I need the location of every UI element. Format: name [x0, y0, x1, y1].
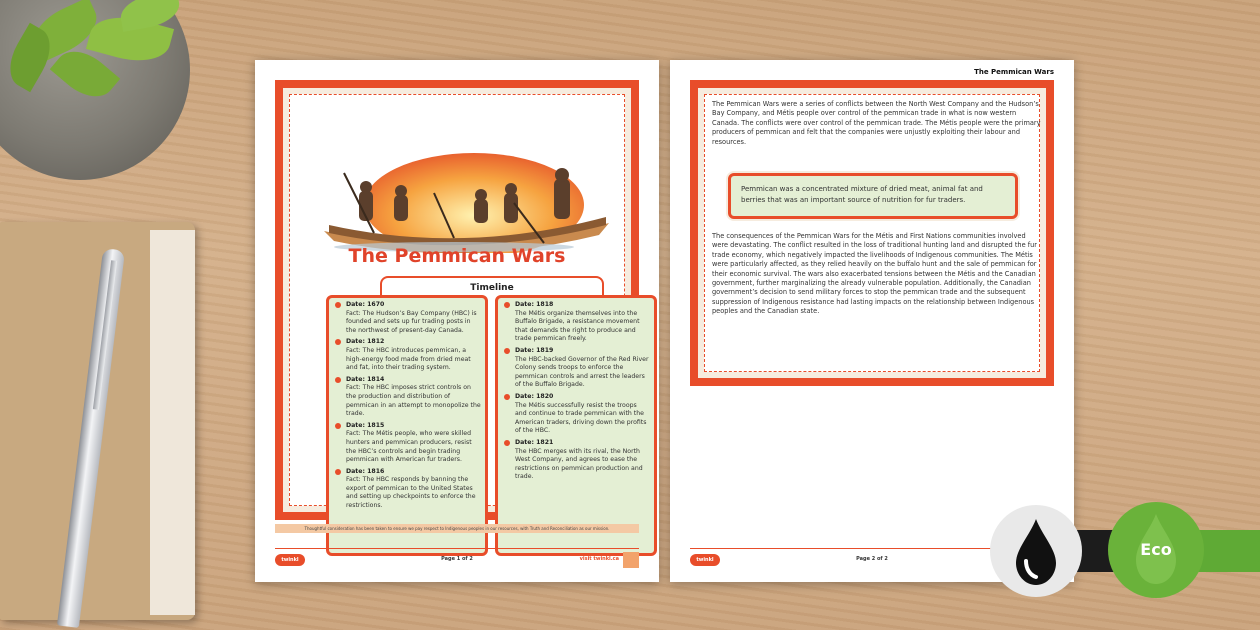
page1-inner — [289, 94, 649, 510]
timeline-event — [335, 422, 481, 465]
event-date: Date: 1815 — [346, 421, 385, 429]
timeline-event — [335, 376, 481, 419]
event-fact: The Métis successfully resist the troops and continue to trade pemmican with the American traders, driving down the profits of the HBC. — [515, 401, 647, 435]
eco-label: Eco — [1140, 540, 1172, 559]
event-fact: Fact: The Métis people, who were skilled hunters and pemmican producers, resist the HBC’s controls and begin trading pemmican with American fur traders. — [346, 430, 472, 464]
bullet-icon — [504, 348, 510, 354]
bullet-icon — [335, 469, 341, 475]
bullet-icon — [335, 377, 341, 383]
timeline-event — [504, 439, 650, 482]
event-date: Date: 1812 — [346, 338, 385, 346]
worksheet-page-1 — [255, 60, 659, 582]
event-fact: Fact: The HBC responds by banning the export of pemmican to the United States and setting up checkpoints to enforce the restrictions. — [346, 476, 476, 510]
bullet-icon — [504, 302, 510, 308]
ink-drop-icon — [990, 505, 1082, 597]
timeline-right-column — [495, 295, 657, 556]
event-fact: The HBC-backed Governor of the Red River Colony sends troops to enforce the pemmican controls and arrest the leaders of the Buffalo Brigade. — [515, 355, 649, 389]
timeline-left-column — [326, 295, 488, 556]
page1-footer — [275, 548, 639, 570]
ink-saver-badge — [990, 505, 1082, 597]
timeline-event — [504, 393, 650, 436]
timeline-heading: Timeline — [380, 276, 604, 298]
event-fact: The Métis organize themselves into the Buffalo Brigade, a resistance movement that demands the right to produce and trade pemmican freely. — [515, 309, 640, 343]
callout-text: Pemmican was a concentrated mixture of dried meat, animal fat and berries that was an important source of nutrition for fur traders. — [741, 185, 983, 204]
bullet-icon — [335, 302, 341, 308]
canoe-illustration — [314, 143, 614, 253]
event-date: Date: 1818 — [515, 301, 554, 308]
qr-icon — [623, 552, 639, 568]
intro-paragraph: The Pemmican Wars were a series of conflicts between the North West Company and the Hudson’s Bay Company, and Métis people over control of the pemmican trade in what is now western Canada. The conflicts were over control of the pemmican trade. The Métis people were the primary producers of pemmican and felt that the companies were unjustly exploiting their labour and resources. — [712, 100, 1041, 146]
timeline-event — [335, 301, 481, 335]
timeline-event — [335, 468, 481, 511]
reconciliation-note: Thoughtful consideration has been taken to ensure we pay respect to Indigenous peoples in our resources, with Truth and Reconciliation as our mission. — [275, 524, 639, 533]
event-date: Date: 1814 — [346, 375, 385, 383]
eco-badge — [1108, 502, 1204, 598]
page-number: Page 2 of 2 — [856, 556, 888, 562]
event-date: Date: 1816 — [346, 467, 385, 475]
event-date: Date: 1670 — [346, 301, 385, 308]
worksheet-page-2 — [670, 60, 1074, 582]
page-number: Page 1 of 2 — [441, 556, 473, 562]
visit-link[interactable]: visit twinkl.ca — [579, 556, 619, 562]
page2-header: The Pemmican Wars — [974, 68, 1054, 76]
event-fact: Fact: The HBC imposes strict controls on the production and distribution of pemmican in an attempt to monopolize the trade. — [346, 384, 481, 418]
timeline-event — [504, 347, 650, 390]
event-date: Date: 1820 — [515, 392, 554, 400]
consequences-paragraph: The consequences of the Pemmican Wars for the Métis and First Nations communities involved were devastating. The conflict resulted in the loss of traditional hunting land and disrupted the fur trade economy, which negatively impacted the livelihoods of Indigenous communities. The Métis were particularly affected, as they relied heavily on the buffalo hunt and the sale of pemmican for their economic survival. The wars also exacerbated tensions between the Métis and the Canadian government, further marginalizing the already vulnerable population. Additionally, the Canadian government’s decision to send military forces to stop the pemmican trade and the subsequent suppression of Indigenous resistance had lasting impacts on the relationship between Indigenous peoples and the Canadian state. — [712, 232, 1037, 316]
twinkl-logo: twinkl — [690, 554, 720, 566]
twinkl-logo: twinkl — [275, 554, 305, 566]
event-fact: The HBC merges with its rival, the North West Company, and agrees to ease the restrictions on pemmican production and trade. — [515, 447, 643, 481]
event-fact: Fact: The Hudson’s Bay Company (HBC) is founded and sets up fur trading posts in the northwest of present-day Canada. — [346, 309, 477, 334]
timeline-event — [335, 338, 481, 372]
event-date: Date: 1821 — [515, 438, 554, 446]
bullet-icon — [335, 339, 341, 345]
notebook-pages — [150, 230, 195, 615]
bullet-icon — [504, 394, 510, 400]
timeline-event — [504, 301, 650, 344]
event-date: Date: 1819 — [515, 346, 554, 354]
bullet-icon — [504, 440, 510, 446]
bullet-icon — [335, 423, 341, 429]
page1-border — [275, 80, 649, 520]
pemmican-callout — [728, 173, 1018, 219]
worksheet-title: The Pemmican Wars — [348, 245, 566, 267]
event-fact: Fact: The HBC introduces pemmican, a high-energy food made from dried meat and fat, into their trading system. — [346, 346, 471, 372]
